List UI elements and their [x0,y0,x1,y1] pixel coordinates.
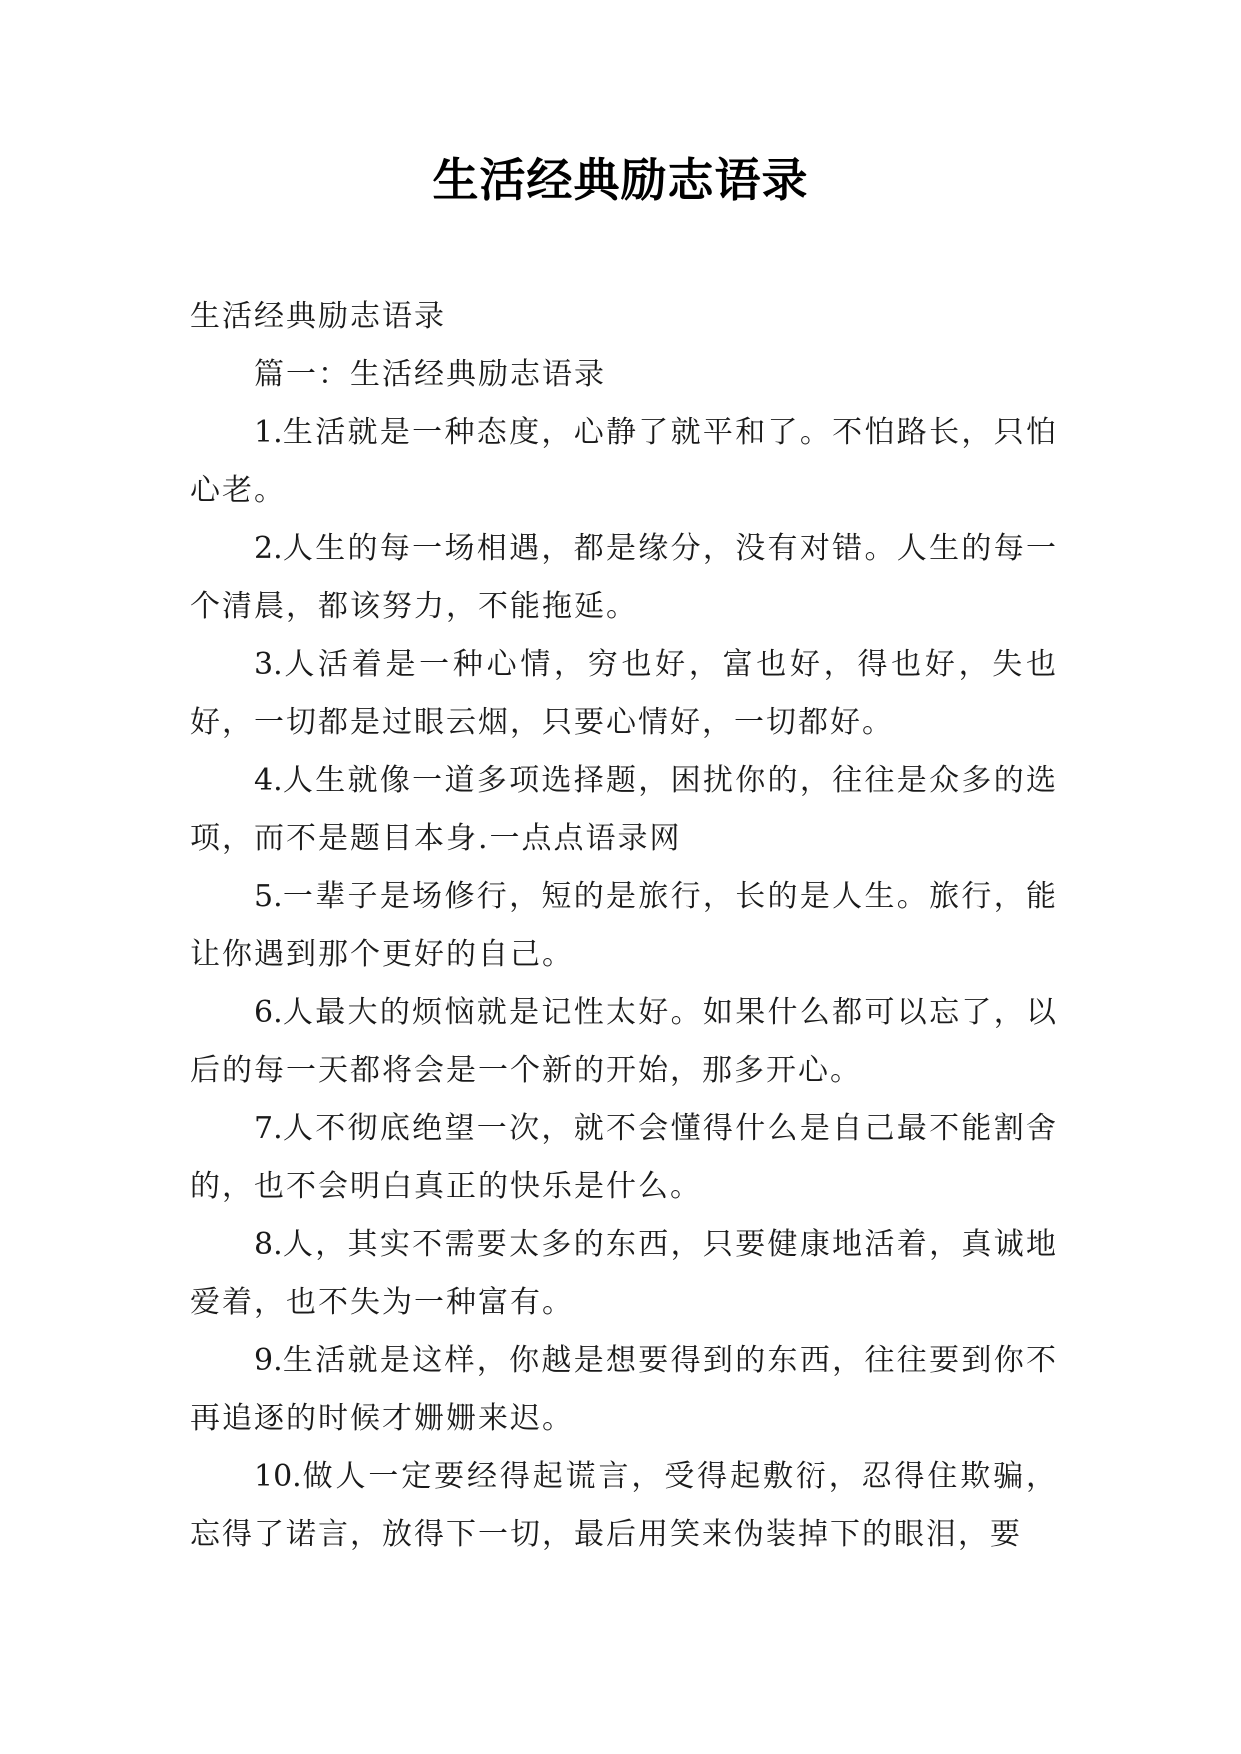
quote-number: 9. [254,1343,283,1378]
document-title: 生活经典励志语录 [432,153,809,207]
document-body [190,288,1058,1564]
quote-text: 人生就像一道多项选择题，困扰你的，往往是众多的选项，而不是题目本身.一点点语录网 [190,763,1058,856]
quote-paragraph [190,1100,1058,1216]
quote-number: 6. [254,995,283,1030]
quote-text: 一辈子是场修行，短的是旅行，长的是人生。旅行，能让你遇到那个更好的自己。 [190,879,1058,972]
quote-number: 7. [254,1111,283,1146]
quote-paragraph [190,868,1058,984]
quote-number: 4. [254,763,283,798]
quote-text: 做人一定要经得起谎言，受得起敷衍，忍得住欺骗，忘得了诺言，放得下一切，最后用笑来伪装掉下的眼泪，要 [190,1459,1058,1552]
quote-text: 生活就是这样，你越是想要得到的东西，往往要到你不再追逐的时候才姗姗来迟。 [190,1343,1058,1436]
quote-paragraph [190,752,1058,868]
quote-paragraph [190,1448,1058,1564]
quote-text: 人活着是一种心情，穷也好，富也好，得也好，失也好，一切都是过眼云烟，只要心情好，一切都好。 [190,647,1058,740]
quote-paragraph [190,520,1058,636]
quote-paragraph [190,1332,1058,1448]
quote-paragraph [190,404,1058,520]
quote-number: 10. [254,1459,302,1494]
quote-text: 人不彻底绝望一次，就不会懂得什么是自己最不能割舍的，也不会明白真正的快乐是什么。 [190,1111,1058,1204]
quote-text: 人最大的烦恼就是记性太好。如果什么都可以忘了，以后的每一天都将会是一个新的开始，那多开心。 [190,995,1058,1088]
quote-text: 人，其实不需要太多的东西，只要健康地活着，真诚地爱着，也不失为一种富有。 [190,1227,1058,1320]
quote-text: 生活就是一种态度，心静了就平和了。不怕路长，只怕心老。 [190,415,1058,508]
quote-paragraph [190,1216,1058,1332]
quote-number: 3. [254,647,283,682]
quote-number: 5. [254,879,283,914]
section-heading: 篇一：生活经典励志语录 [254,357,606,392]
quote-number: 8. [254,1227,283,1262]
intro-line: 生活经典励志语录 [190,299,446,334]
quote-paragraph [190,636,1058,752]
quote-number: 2. [254,531,283,566]
quote-text: 人生的每一场相遇，都是缘分，没有对错。人生的每一个清晨，都该努力，不能拖延。 [190,531,1058,624]
quote-number: 1. [254,415,283,450]
quote-paragraph [190,984,1058,1100]
